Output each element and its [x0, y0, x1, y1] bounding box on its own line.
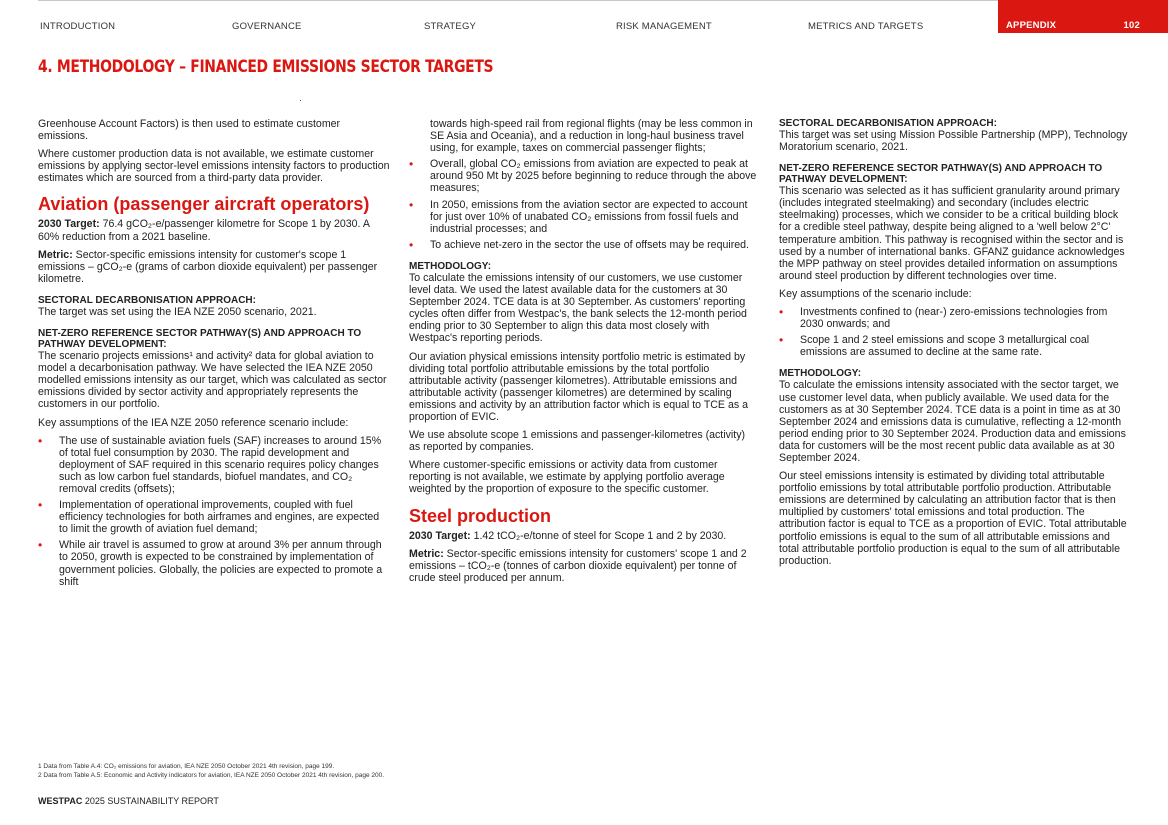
metric-text: Sector-specific emissions intensity for customer's scope 1 emissions – gCO₂-e (grams of carbon dioxide equivalent) per passenger kilometre. [38, 248, 378, 285]
footer-report-name: 2025 SUSTAINABILITY REPORT [82, 796, 219, 806]
bullet-continuation: towards high-speed rail from regional flights (may be less common in SE Asia and Oceania), and a reduction in long-haul business travel using, for example, taxes on commercial passenger flights; [430, 118, 753, 155]
netzero-text: This scenario was selected as it has sufficient granularity around primary (includes integrated steelmaking) and secondary (includes electric steelmaking) processes, which we consider to be a critical building block for a credible steel pathway, despite being aligned to a 'well below 2°C' temperature ambition. This pathway is recognised within the sector and is used by a number of international banks. GFANZ guidance acknowledges the MPP pathway on steel provides detailed information on assumptions around steel production by different technologies over time. [779, 185, 1125, 282]
footer-brand: WESTPAC [38, 796, 83, 806]
section-nav [38, 0, 1168, 33]
list-item: • Implementation of operational improvements, coupled with fuel efficiency technologies for both airframes and engines, are expected to limit the growth of aviation fuel demand; [38, 499, 390, 535]
netzero-heading: NET-ZERO REFERENCE SECTOR PATHWAY(S) AND APPROACH TO PATHWAY DEVELOPMENT: [779, 163, 1103, 186]
aviation-metric [38, 249, 390, 285]
netzero-heading: NET-ZERO REFERENCE SECTOR PATHWAY(S) AND APPROACH TO PATHWAY DEVELOPMENT: [38, 328, 362, 351]
steel-metric [409, 548, 759, 584]
steel-target [409, 530, 759, 542]
column-2 [409, 118, 759, 590]
aviation-list [409, 158, 759, 251]
sectoral-text: This target was set using Mission Possible Partnership (MPP), Technology Moratorium scenario, 2021. [779, 129, 1128, 154]
sectoral-heading: SECTORAL DECARBONISATION APPROACH: [779, 118, 997, 129]
metric-text: Sector-specific emissions intensity for customers' scope 1 and 2 emissions – tCO₂-e (tonnes of carbon dioxide equivalent) per tonne of crude steel produced per annum. [409, 547, 747, 584]
assumptions-list [38, 435, 390, 588]
paragraph: Our steel emissions intensity is estimated by dividing total attributable portfolio emissions by total attributable portfolio production. Attributable emissions are determined by calculating an attribution factor that is then multiplied by customers' total emissions and total production. The attribution factor is equal to TCE as a proportion of EVIC. Total attributable portfolio emissions is equal to the sum of all attributable emissions and total attributable portfolio production is equal to the sum of all attributable production. [779, 470, 1127, 567]
tab-appendix-label: APPENDIX [1006, 20, 1057, 31]
column-3 [779, 118, 1131, 573]
sectoral-heading: SECTORAL DECARBONISATION APPROACH: [38, 294, 256, 306]
metric-label: Metric: [409, 547, 444, 560]
assumptions-list [779, 306, 1131, 358]
paragraph: We use absolute scope 1 emissions and passenger-kilometres (activity) as reported by companies. [409, 429, 746, 454]
tab-introduction[interactable]: INTRODUCTION [38, 0, 230, 33]
target-label: 2030 Target: [38, 218, 100, 231]
aviation-heading: Aviation (passenger aircraft operators) [38, 194, 370, 215]
paragraph: Our aviation physical emissions intensity portfolio metric is estimated by dividing total portfolio attributable emissions by the total portfolio attributable activity (passenger kilometres). Attributable emissions and attributable activity (passenger kilometres) are determined by scaling emissions and activity by an attribution factor which is equal to TCE as a proportion of EVIC. [409, 350, 748, 423]
paragraph: Where customer production data is not available, we estimate customer emissions by applying sector-level emissions intensity factors to production estimates which are sourced from a third-party data provider. [38, 148, 390, 185]
tab-metrics-and-targets[interactable]: METRICS AND TARGETS [806, 0, 998, 33]
metric-label: Metric: [38, 248, 73, 261]
tab-risk-management[interactable]: RISK MANAGEMENT [614, 0, 806, 33]
methodology-heading: METHODOLOGY: [779, 368, 862, 380]
page-title: 4. METHODOLOGY – FINANCED EMISSIONS SECTOR TARGETS [38, 57, 494, 77]
footer [38, 796, 219, 806]
paragraph: Where customer-specific emissions or activity data from customer reporting is not available, we estimate by applying portfolio average weighted by the proportion of exposure to the specific customer. [409, 459, 725, 496]
list-item: • Overall, global CO₂ emissions from aviation are expected to peak at around 950 Mt by 2025 before beginning to reduce through the above measures; [409, 158, 759, 194]
netzero-text: The scenario projects emissions¹ and activity² data for global aviation to model a decarbonisation pathway. We have selected the IEA NZE 2050 modelled emissions intensity as our target, which was calculated as sector emissions divided by sector activity and appropriately represents the customers in our portfolio. [38, 350, 387, 411]
footnotes [38, 763, 384, 780]
stray-dot [300, 100, 301, 101]
tab-strategy[interactable]: STRATEGY [422, 0, 614, 33]
methodology-heading: METHODOLOGY: [409, 260, 492, 272]
tab-appendix[interactable] [998, 0, 1168, 33]
aviation-target [38, 218, 390, 242]
target-text: 1.42 tCO₂-e/tonne of steel for Scope 1 and 2 by 2030. [470, 529, 727, 542]
paragraph: To calculate the emissions intensity of our customers, we use customer level data. We used the latest available data for the customers at 30 September 2024. TCE data is at 30 September. As customers' reporting cycles often differ from Westpac's, the bank selects the 12-month period ending prior to 30 September to align this data most closely with Westpac's reporting periods. [409, 271, 747, 345]
assumptions-intro: Key assumptions of the IEA NZE 2050 reference scenario include: [38, 416, 349, 429]
assumptions-intro: Key assumptions of the scenario include: [779, 287, 972, 300]
paragraph: Greenhouse Account Factors) is then used to estimate customer emissions. [38, 118, 341, 143]
steel-heading: Steel production [409, 505, 552, 526]
paragraph: To calculate the emissions intensity associated with the sector target, we use customer level data, when publicly available. We used data for the customers as at 30 September 2024. TCE data is a point in time as at 30 September 2024 and emissions data is cumulative, reflecting a 12-month period ending prior to 30 September 2024. Production data and emissions data for customers will be the most recent public data available as at 30 September 2024. [779, 379, 1126, 464]
tab-governance[interactable]: GOVERNANCE [230, 0, 422, 33]
column-1 [38, 118, 390, 594]
list-item: • In 2050, emissions from the aviation sector are expected to account for just over 10% of unabated CO₂ emissions from fossil fuels and industrial processes; and [409, 199, 759, 235]
target-text: 76.4 gCO₂-e/passenger kilometre for Scope 1 by 2030. A 60% reduction from a 2021 baseline. [38, 218, 370, 243]
page-number: 102 [1123, 20, 1140, 31]
footnote-2: 2 Data from Table A.5: Economic and Activity indicators for aviation, IEA NZE 2050 October 2021 4th revision, page 200. [38, 771, 385, 779]
sectoral-text: The target was set using the IEA NZE 2050 scenario, 2021. [38, 305, 317, 318]
target-label: 2030 Target: [409, 529, 471, 542]
list-item: • While air travel is assumed to grow at around 3% per annum through to 2050, growth is expected to be constrained by implementation of government policies. Globally, the policies are expected to promote a shift [38, 539, 390, 587]
list-item: • To achieve net-zero in the sector the use of offsets may be required. [409, 239, 759, 251]
list-item: • Scope 1 and 2 steel emissions and scope 3 metallurgical coal emissions are assumed to decline at the same rate. [779, 334, 1131, 358]
list-item: • The use of sustainable aviation fuels (SAF) increases to around 15% of total fuel consumption by 2030. The rapid development and deployment of SAF required in this scenario requires policy changes such as low carbon fuel standards, biofuel mandates, and CO₂ removal credits (offsets); [38, 435, 390, 495]
footnote-1: 1 Data from Table A.4: CO₂ emissions for aviation, IEA NZE 2050 October 2021 4th revision, page 199. [38, 763, 335, 770]
list-item: • Investments confined to (near-) zero-emissions technologies from 2030 onwards; and [779, 306, 1131, 330]
